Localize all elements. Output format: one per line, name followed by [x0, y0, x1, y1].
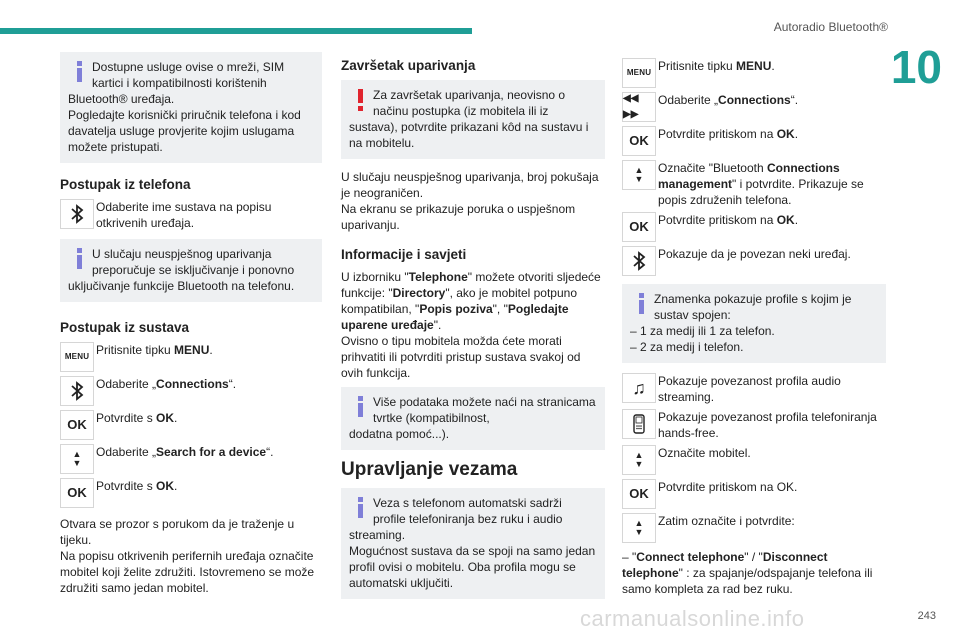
ok-button-icon: OK — [60, 410, 94, 440]
bluetooth-icon — [60, 199, 94, 229]
note-text: Bluetooth® uređaja. — [68, 92, 175, 106]
note-text: Veza s telefonom automatski sadrži profile telefoniranja bez ruku i audio — [373, 496, 563, 526]
step-text: Potvrdite s OK. — [96, 479, 178, 493]
ok-button-icon: OK — [622, 212, 656, 242]
step-text: Označite "Bluetooth Connections management" i potvrdite. Prikazuje se popis združenih telefona. — [658, 161, 864, 207]
step-text: Pokazuje da je povezan neki uređaj. — [658, 247, 851, 261]
note-text: Za završetak uparivanja, neovisno o načinu postupka (iz mobitela ili iz — [373, 88, 566, 118]
step-text: Odaberite „Search for a device“. — [96, 445, 274, 459]
step — [622, 373, 886, 405]
note-text: Više podataka možete naći na stranicama tvrtke (kompatibilnost, — [373, 395, 596, 425]
info-icon — [352, 396, 370, 418]
step-text: Potvrdite s OK. — [96, 411, 178, 425]
note-text: Pogledajte korisnički priručnik telefona i kod davatelja usluge provjerite kojim uslugama možete pristupati. — [68, 108, 301, 154]
note-text: streaming. — [349, 528, 406, 542]
paragraph: – "Connect telephone" / "Disconnect telephone" : za spajanje/odspajanje telefona ili samo kompleta za rad bez ruku. — [622, 550, 873, 596]
up-down-arrows-icon: ▲ ▼ — [622, 445, 656, 475]
header-title: Autoradio Bluetooth® — [773, 20, 888, 34]
info-note — [60, 52, 322, 163]
step — [60, 342, 322, 372]
paragraph: U slučaju neuspješnog uparivanja, broj pokušaja je neograničen. Na ekranu se prikazuje poruka o uspješnom uparivanju. — [341, 170, 599, 232]
step-text: Pritisnite tipku MENU. — [658, 59, 775, 73]
column-3 — [622, 58, 886, 603]
section-title: Upravljanje vezama — [341, 459, 518, 480]
step-text: Potvrdite pritiskom na OK. — [658, 127, 799, 141]
step — [60, 410, 322, 440]
section-heading: Postupak iz sustava — [60, 320, 190, 335]
info-note — [341, 387, 605, 450]
step — [622, 479, 886, 509]
column-1 — [60, 52, 322, 602]
step-text: Odaberite „Connections“. — [658, 93, 799, 107]
note-text: uključivanje funkcije Bluetooth na telefonu. — [68, 279, 295, 293]
ok-button-icon: OK — [622, 126, 656, 156]
step-text: Pritisnite tipku MENU. — [96, 343, 213, 357]
left-right-arrows-icon: ◀◀ ▶▶ — [622, 92, 656, 122]
up-down-arrows-icon: ▲ ▼ — [60, 444, 94, 474]
info-note — [622, 284, 886, 363]
note-text: dodatna pomoć...). — [349, 427, 450, 441]
phone-icon — [622, 409, 656, 439]
step-text: Pokazuje povezanost profila telefoniranja hands-free. — [658, 410, 877, 440]
step — [622, 92, 886, 122]
note-text: Znamenka pokazuje profile s kojim je sustav spojen: — [654, 292, 852, 322]
bluetooth-icon — [60, 376, 94, 406]
section-heading: Postupak iz telefona — [60, 177, 191, 192]
section-heading: Završetak uparivanja — [341, 58, 476, 73]
warning-note — [341, 80, 605, 159]
paragraph: Otvara se prozor s porukom da je traženje u tijeku. Na popisu otkrivenih perifernih uređaja označite mobitel koji želite združiti. Istovremeno se može združiti samo jedan mobitel. — [60, 517, 315, 595]
step — [622, 513, 886, 543]
chapter-number: 10 — [890, 41, 942, 93]
note-text: Dostupne usluge ovise o mreži, SIM kartici i kompatibilnosti korištenih — [92, 60, 285, 90]
step — [622, 212, 886, 242]
step — [622, 126, 886, 156]
ok-button-icon: OK — [60, 478, 94, 508]
step-text: Potvrdite pritiskom na OK. — [658, 480, 798, 494]
up-down-arrows-icon: ▲ ▼ — [622, 160, 656, 190]
paragraph: U izborniku "Telephone" možete otvoriti sljedeće funkcije: "Directory", ako je mobitel potpuno kompatibilan, "Popis poziva", "Pogledajte uparene uređaje". Ovisno o tipu mobitela možda ćete morati prihvatiti ili potvrditi pristup sustava svakoj od ovih funkcija. — [341, 270, 601, 380]
step — [60, 444, 322, 474]
header-accent-bar — [0, 28, 472, 34]
step — [622, 246, 886, 276]
info-icon — [71, 248, 89, 270]
step — [622, 160, 886, 208]
note-text: Mogućnost sustava da se spoji na samo jedan profil ovisi o mobitelu. Oba profila mogu se automatski uključiti. — [349, 544, 596, 590]
note-text: – 1 za medij ili 1 za telefon. — [630, 324, 775, 338]
step — [622, 445, 886, 475]
step — [622, 58, 886, 88]
step-text: Odaberite ime sustava na popisu otkrivenih uređaja. — [96, 200, 272, 230]
info-icon — [352, 497, 370, 519]
step-text: Pokazuje povezanost profila audio streaming. — [658, 374, 841, 404]
step — [60, 199, 322, 231]
info-note — [60, 239, 322, 302]
bluetooth-icon — [622, 246, 656, 276]
menu-button-icon: MENU — [60, 342, 94, 372]
note-text: U slučaju neuspješnog uparivanja preporučuje se isključivanje i ponovno — [92, 247, 295, 277]
page-number: 243 — [917, 610, 936, 622]
step-text: Označite mobitel. — [658, 446, 751, 460]
column-2 — [341, 52, 605, 609]
up-down-arrows-icon: ▲ ▼ — [622, 513, 656, 543]
warning-icon — [352, 89, 370, 111]
step — [60, 478, 322, 508]
menu-button-icon: MENU — [622, 58, 656, 88]
section-heading: Informacije i savjeti — [341, 247, 467, 262]
step-text: Odaberite „Connections“. — [96, 377, 237, 391]
step — [60, 376, 322, 406]
info-note — [341, 488, 605, 599]
step-text: Zatim označite i potvrdite: — [658, 514, 795, 528]
note-text: – 2 za medij i telefon. — [630, 340, 744, 354]
info-icon — [633, 293, 651, 315]
step — [622, 409, 886, 441]
ok-button-icon: OK — [622, 479, 656, 509]
music-note-icon: ♫ — [622, 373, 656, 403]
note-text: sustava), potvrdite prikazani kôd na sustavu i na mobitelu. — [349, 120, 589, 150]
info-icon — [71, 61, 89, 83]
step-text: Potvrdite pritiskom na OK. — [658, 213, 799, 227]
watermark: carmanualsonline.info — [580, 606, 805, 631]
